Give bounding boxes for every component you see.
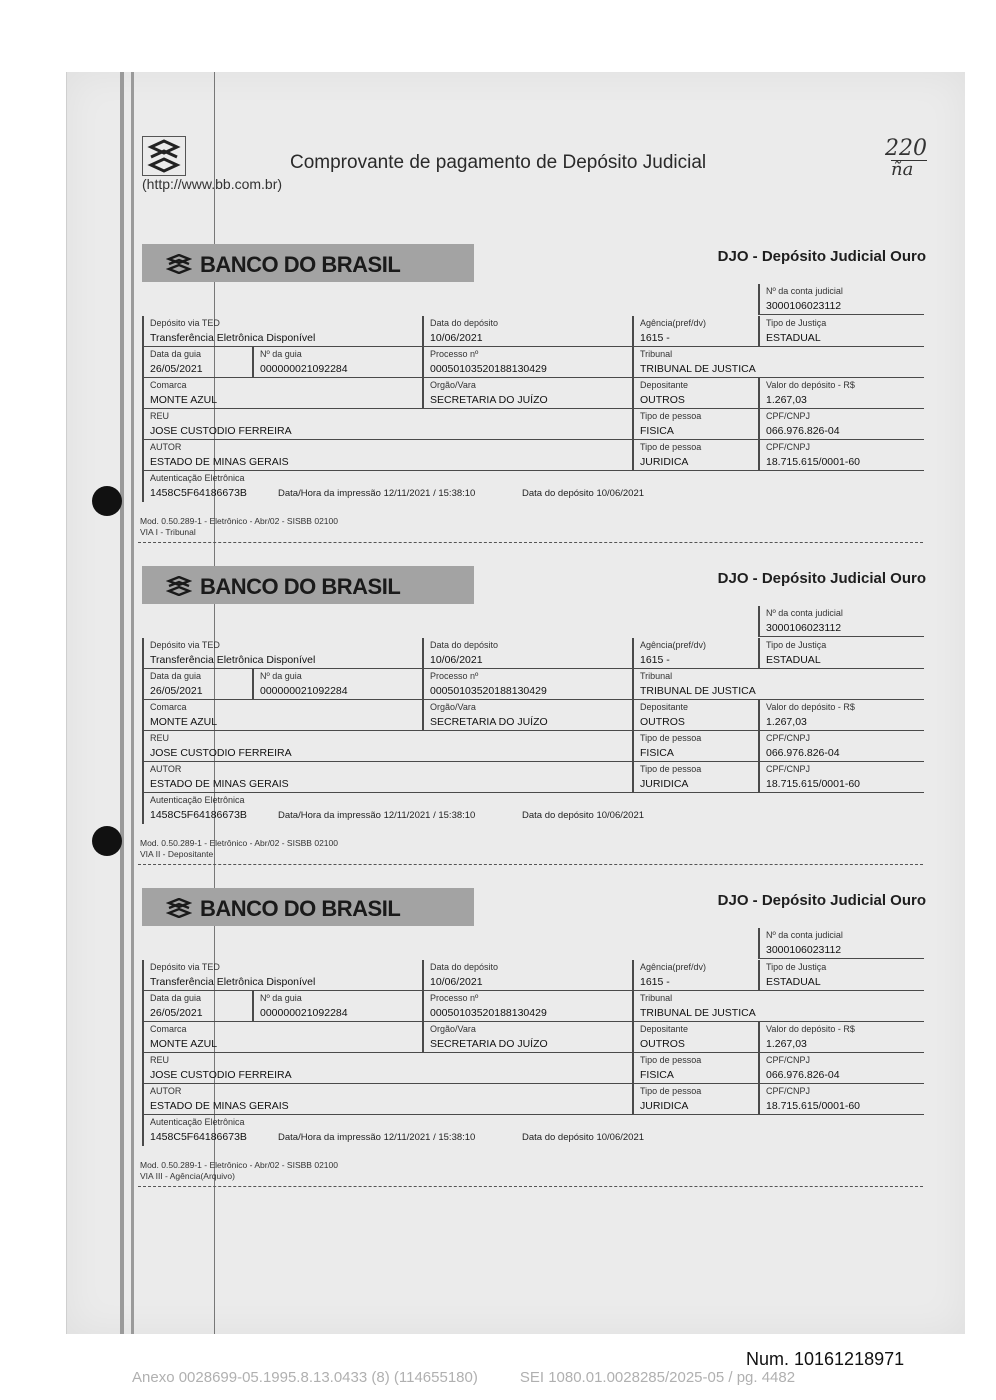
processo-value: 00050103520188130429: [430, 363, 547, 375]
tipo-pessoa-autor-value: JURIDICA: [640, 1100, 689, 1112]
data-guia-cell: [142, 991, 252, 1022]
field-label: Processo nº: [430, 349, 479, 359]
comarca-cell: [142, 700, 422, 731]
field-label: Orgão/Vara: [430, 702, 476, 712]
field-label: AUTOR: [150, 442, 182, 452]
field-label: Orgão/Vara: [430, 380, 476, 390]
data-deposito-line: Data do depósito 10/06/2021: [522, 488, 645, 499]
comarca-value: MONTE AZUL: [150, 716, 218, 728]
field-label: Depositante: [640, 1024, 689, 1034]
cnpj-autor-value: 18.715.615/0001-60: [766, 456, 861, 468]
field-label: AUTOR: [150, 764, 182, 774]
valor-value: 1.267,03: [766, 1038, 807, 1050]
via-text: VIA II - Depositante: [140, 849, 214, 859]
depositante-cell: [632, 1022, 758, 1053]
tipo-pessoa-reu-value: FISICA: [640, 747, 674, 759]
tipo-pessoa-reu-value: FISICA: [640, 425, 674, 437]
field-label: Agência(pref/dv): [640, 318, 707, 328]
field-label: Processo nº: [430, 671, 479, 681]
depositante-cell: [632, 700, 758, 731]
data-deposito-cell: [422, 316, 632, 347]
form-model-info: [140, 516, 338, 538]
receipt-via-tribunal: [140, 244, 930, 554]
autor-value: ESTADO DE MINAS GERAIS: [150, 456, 289, 468]
field-label: REU: [150, 733, 170, 743]
receipt-via-depositante: [140, 566, 930, 876]
comarca-cell: [142, 378, 422, 409]
field-label: Valor do depósito - R$: [766, 1024, 855, 1034]
field-label: Depósito via TED: [150, 962, 220, 972]
deposito-via-cell: [142, 316, 422, 347]
mod-text: Mod. 0.50.289-1 - Eletrônico - Abr/02 - SISBB 02100: [140, 1160, 338, 1170]
cnpj-autor-value: 18.715.615/0001-60: [766, 778, 861, 790]
valor-value: 1.267,03: [766, 394, 807, 406]
field-label: CPF/CNPJ: [766, 411, 811, 421]
bb-logo-icon: [142, 136, 186, 176]
processo-cell: [422, 991, 632, 1022]
deposito-via-value: Transferência Eletrônica Disponível: [150, 654, 316, 666]
cpf-reu-cell: [758, 731, 924, 762]
depositante-value: OUTROS: [640, 394, 685, 406]
handwritten-initials: ña: [891, 160, 927, 179]
binder-line: [131, 72, 134, 1334]
num-guia-value: 000000021092284: [260, 1007, 348, 1019]
orgao-value: SECRETARIA DO JUÍZO: [430, 1038, 548, 1050]
data-deposito-line: Data do depósito 10/06/2021: [522, 1132, 645, 1143]
conta-judicial-cell: [758, 928, 924, 959]
valor-cell: [758, 378, 924, 409]
orgao-value: SECRETARIA DO JUÍZO: [430, 394, 548, 406]
tipo-pessoa-autor-cell: [632, 1084, 758, 1115]
depositante-value: OUTROS: [640, 716, 685, 728]
handwritten-page-number: [885, 138, 927, 179]
tipo-justica-value: ESTADUAL: [766, 976, 821, 988]
cnpj-autor-cell: [758, 1084, 924, 1115]
bb-banner-logo-icon: [166, 576, 192, 596]
reu-value: JOSE CUSTODIO FERREIRA: [150, 747, 292, 759]
processo-value: 00050103520188130429: [430, 1007, 547, 1019]
tipo-justica-value: ESTADUAL: [766, 332, 821, 344]
field-label: Depositante: [640, 380, 689, 390]
mod-text: Mod. 0.50.289-1 - Eletrônico - Abr/02 - SISBB 02100: [140, 838, 338, 848]
tipo-pessoa-reu-cell: [632, 1053, 758, 1084]
num-guia-cell: [252, 669, 422, 700]
tipo-pessoa-autor-value: JURIDICA: [640, 778, 689, 790]
comarca-cell: [142, 1022, 422, 1053]
conta-judicial-value: 3000106023112: [766, 622, 842, 634]
field-label: Data do depósito: [430, 962, 499, 972]
data-deposito-value: 10/06/2021: [430, 654, 483, 666]
field-label: Tribunal: [640, 349, 673, 359]
tipo-justica-cell: [758, 638, 924, 669]
field-label: CPF/CNPJ: [766, 764, 811, 774]
cnpj-autor-value: 18.715.615/0001-60: [766, 1100, 861, 1112]
field-label: Tribunal: [640, 671, 673, 681]
num-guia-value: 000000021092284: [260, 363, 348, 375]
tribunal-value: TRIBUNAL DE JUSTICA: [640, 1007, 756, 1019]
data-deposito-line: Data do depósito 10/06/2021: [522, 810, 645, 821]
conta-judicial-cell: [758, 284, 924, 315]
field-label: Depósito via TED: [150, 640, 220, 650]
data-guia-value: 26/05/2021: [150, 1007, 203, 1019]
autenticacao-value: 1458C5F64186673B: [150, 487, 247, 499]
orgao-cell: [422, 700, 632, 731]
bb-banner-logo-icon: [166, 898, 192, 918]
field-label: Depositante: [640, 702, 689, 712]
comarca-value: MONTE AZUL: [150, 1038, 218, 1050]
tipo-pessoa-reu-cell: [632, 731, 758, 762]
product-title: DJO - Depósito Judicial Ouro: [717, 248, 926, 265]
cnpj-autor-cell: [758, 762, 924, 793]
depositante-value: OUTROS: [640, 1038, 685, 1050]
cpf-reu-cell: [758, 409, 924, 440]
field-label: Tribunal: [640, 993, 673, 1003]
autor-value: ESTADO DE MINAS GERAIS: [150, 778, 289, 790]
impressao-datetime: Data/Hora da impressão 12/11/2021 / 15:38:10: [278, 810, 476, 821]
cut-line: [138, 864, 923, 865]
tipo-justica-cell: [758, 316, 924, 347]
field-label: AUTOR: [150, 1086, 182, 1096]
punch-hole: [92, 486, 122, 516]
field-label: Tipo de Justiça: [766, 962, 827, 972]
deposito-via-cell: [142, 960, 422, 991]
field-label: Nº da conta judicial: [766, 286, 843, 296]
bank-banner: [142, 566, 474, 604]
valor-cell: [758, 1022, 924, 1053]
agencia-value: 1615 -: [640, 654, 670, 666]
data-guia-value: 26/05/2021: [150, 363, 203, 375]
punch-hole: [92, 826, 122, 856]
field-label: REU: [150, 1055, 170, 1065]
field-label: Autenticação Eletrônica: [150, 473, 245, 483]
autor-cell: [142, 1084, 632, 1115]
field-label: Comarca: [150, 380, 187, 390]
cpf-reu-value: 066.976.826-04: [766, 425, 840, 437]
tipo-pessoa-autor-cell: [632, 440, 758, 471]
bank-name: BANCO DO BRASIL: [200, 252, 401, 277]
agencia-cell: [632, 638, 758, 669]
cut-line: [138, 542, 923, 543]
field-label: Data da guia: [150, 993, 202, 1003]
field-label: Tipo de pessoa: [640, 411, 702, 421]
tipo-pessoa-reu-cell: [632, 409, 758, 440]
field-label: Tipo de pessoa: [640, 764, 702, 774]
data-deposito-value: 10/06/2021: [430, 332, 483, 344]
data-deposito-cell: [422, 960, 632, 991]
reu-cell: [142, 731, 632, 762]
agencia-value: 1615 -: [640, 976, 670, 988]
reu-cell: [142, 409, 632, 440]
field-label: Comarca: [150, 1024, 187, 1034]
anexo-reference: Anexo 0028699-05.1995.8.13.0433 (8) (114655180): [132, 1369, 478, 1386]
field-label: Autenticação Eletrônica: [150, 1117, 245, 1127]
num-guia-cell: [252, 991, 422, 1022]
cnpj-autor-cell: [758, 440, 924, 471]
field-label: Nº da conta judicial: [766, 930, 843, 940]
deposito-via-value: Transferência Eletrônica Disponível: [150, 976, 316, 988]
reu-cell: [142, 1053, 632, 1084]
field-label: Data da guia: [150, 349, 202, 359]
field-label: Processo nº: [430, 993, 479, 1003]
autor-cell: [142, 440, 632, 471]
field-label: Tipo de Justiça: [766, 640, 827, 650]
field-label: Nº da guia: [260, 349, 302, 359]
field-label: Tipo de pessoa: [640, 733, 702, 743]
field-label: Tipo de Justiça: [766, 318, 827, 328]
autenticacao-value: 1458C5F64186673B: [150, 1131, 247, 1143]
processo-value: 00050103520188130429: [430, 685, 547, 697]
field-label: Nº da guia: [260, 993, 302, 1003]
agencia-value: 1615 -: [640, 332, 670, 344]
field-label: Orgão/Vara: [430, 1024, 476, 1034]
data-guia-value: 26/05/2021: [150, 685, 203, 697]
num-guia-cell: [252, 347, 422, 378]
autenticacao-cell: [142, 793, 924, 824]
bank-banner: [142, 244, 474, 282]
field-label: Valor do depósito - R$: [766, 380, 855, 390]
field-label: Autenticação Eletrônica: [150, 795, 245, 805]
autenticacao-value: 1458C5F64186673B: [150, 809, 247, 821]
orgao-cell: [422, 378, 632, 409]
bank-banner: [142, 888, 474, 926]
tribunal-cell: [632, 347, 924, 378]
valor-value: 1.267,03: [766, 716, 807, 728]
binder-shadow: [120, 72, 124, 1334]
orgao-cell: [422, 1022, 632, 1053]
impressao-datetime: Data/Hora da impressão 12/11/2021 / 15:38:10: [278, 488, 476, 499]
sei-reference: SEI 1080.01.0028285/2025-05 / pg. 4482: [519, 1369, 796, 1386]
field-label: Agência(pref/dv): [640, 640, 707, 650]
tipo-pessoa-autor-cell: [632, 762, 758, 793]
receipt-via-agencia: [140, 888, 930, 1198]
cpf-reu-cell: [758, 1053, 924, 1084]
tipo-pessoa-autor-value: JURIDICA: [640, 456, 689, 468]
field-label: Nº da conta judicial: [766, 608, 843, 618]
tipo-justica-value: ESTADUAL: [766, 654, 821, 666]
depositante-cell: [632, 378, 758, 409]
tipo-justica-cell: [758, 960, 924, 991]
field-label: REU: [150, 411, 170, 421]
reu-value: JOSE CUSTODIO FERREIRA: [150, 425, 292, 437]
cpf-reu-value: 066.976.826-04: [766, 747, 840, 759]
data-deposito-value: 10/06/2021: [430, 976, 483, 988]
field-label: Agência(pref/dv): [640, 962, 707, 972]
bank-url: (http://www.bb.com.br): [142, 176, 283, 192]
conta-judicial-cell: [758, 606, 924, 637]
agencia-cell: [632, 316, 758, 347]
mod-text: Mod. 0.50.289-1 - Eletrônico - Abr/02 - SISBB 02100: [140, 516, 338, 526]
field-label: Tipo de pessoa: [640, 442, 702, 452]
autenticacao-cell: [142, 1115, 924, 1146]
num-guia-value: 000000021092284: [260, 685, 348, 697]
field-label: CPF/CNPJ: [766, 1086, 811, 1096]
data-deposito-cell: [422, 638, 632, 669]
processo-cell: [422, 669, 632, 700]
via-text: VIA III - Agência(Arquivo): [140, 1171, 235, 1181]
field-label: CPF/CNPJ: [766, 733, 811, 743]
deposito-via-cell: [142, 638, 422, 669]
comarca-value: MONTE AZUL: [150, 394, 218, 406]
footer-reference: [132, 1369, 795, 1386]
form-model-info: [140, 838, 338, 860]
data-guia-cell: [142, 347, 252, 378]
valor-cell: [758, 700, 924, 731]
bb-banner-logo-icon: [166, 254, 192, 274]
field-label: CPF/CNPJ: [766, 1055, 811, 1065]
document-number: Num. 10161218971: [746, 1349, 905, 1369]
page-title: Comprovante de pagamento de Depósito Judicial: [290, 152, 707, 173]
orgao-value: SECRETARIA DO JUÍZO: [430, 716, 548, 728]
field-label: Comarca: [150, 702, 187, 712]
product-title: DJO - Depósito Judicial Ouro: [717, 570, 926, 587]
tribunal-value: TRIBUNAL DE JUSTICA: [640, 685, 756, 697]
tribunal-value: TRIBUNAL DE JUSTICA: [640, 363, 756, 375]
cpf-reu-value: 066.976.826-04: [766, 1069, 840, 1081]
cut-line: [138, 1186, 923, 1187]
processo-cell: [422, 347, 632, 378]
tribunal-cell: [632, 991, 924, 1022]
field-label: Data do depósito: [430, 318, 499, 328]
field-label: Data do depósito: [430, 640, 499, 650]
deposito-via-value: Transferência Eletrônica Disponível: [150, 332, 316, 344]
autor-value: ESTADO DE MINAS GERAIS: [150, 1100, 289, 1112]
handwritten-number: 220: [885, 136, 927, 161]
field-label: Depósito via TED: [150, 318, 220, 328]
field-label: CPF/CNPJ: [766, 442, 811, 452]
field-label: Tipo de pessoa: [640, 1086, 702, 1096]
bank-name: BANCO DO BRASIL: [200, 896, 401, 921]
data-guia-cell: [142, 669, 252, 700]
field-label: Data da guia: [150, 671, 202, 681]
field-label: Valor do depósito - R$: [766, 702, 855, 712]
autor-cell: [142, 762, 632, 793]
bank-name: BANCO DO BRASIL: [200, 574, 401, 599]
field-label: Nº da guia: [260, 671, 302, 681]
tipo-pessoa-reu-value: FISICA: [640, 1069, 674, 1081]
impressao-datetime: Data/Hora da impressão 12/11/2021 / 15:38:10: [278, 1132, 476, 1143]
autenticacao-cell: [142, 471, 924, 502]
reu-value: JOSE CUSTODIO FERREIRA: [150, 1069, 292, 1081]
product-title: DJO - Depósito Judicial Ouro: [717, 892, 926, 909]
conta-judicial-value: 3000106023112: [766, 300, 842, 312]
field-label: Tipo de pessoa: [640, 1055, 702, 1065]
conta-judicial-value: 3000106023112: [766, 944, 842, 956]
agencia-cell: [632, 960, 758, 991]
tribunal-cell: [632, 669, 924, 700]
form-model-info: [140, 1160, 338, 1182]
via-text: VIA I - Tribunal: [140, 527, 196, 537]
